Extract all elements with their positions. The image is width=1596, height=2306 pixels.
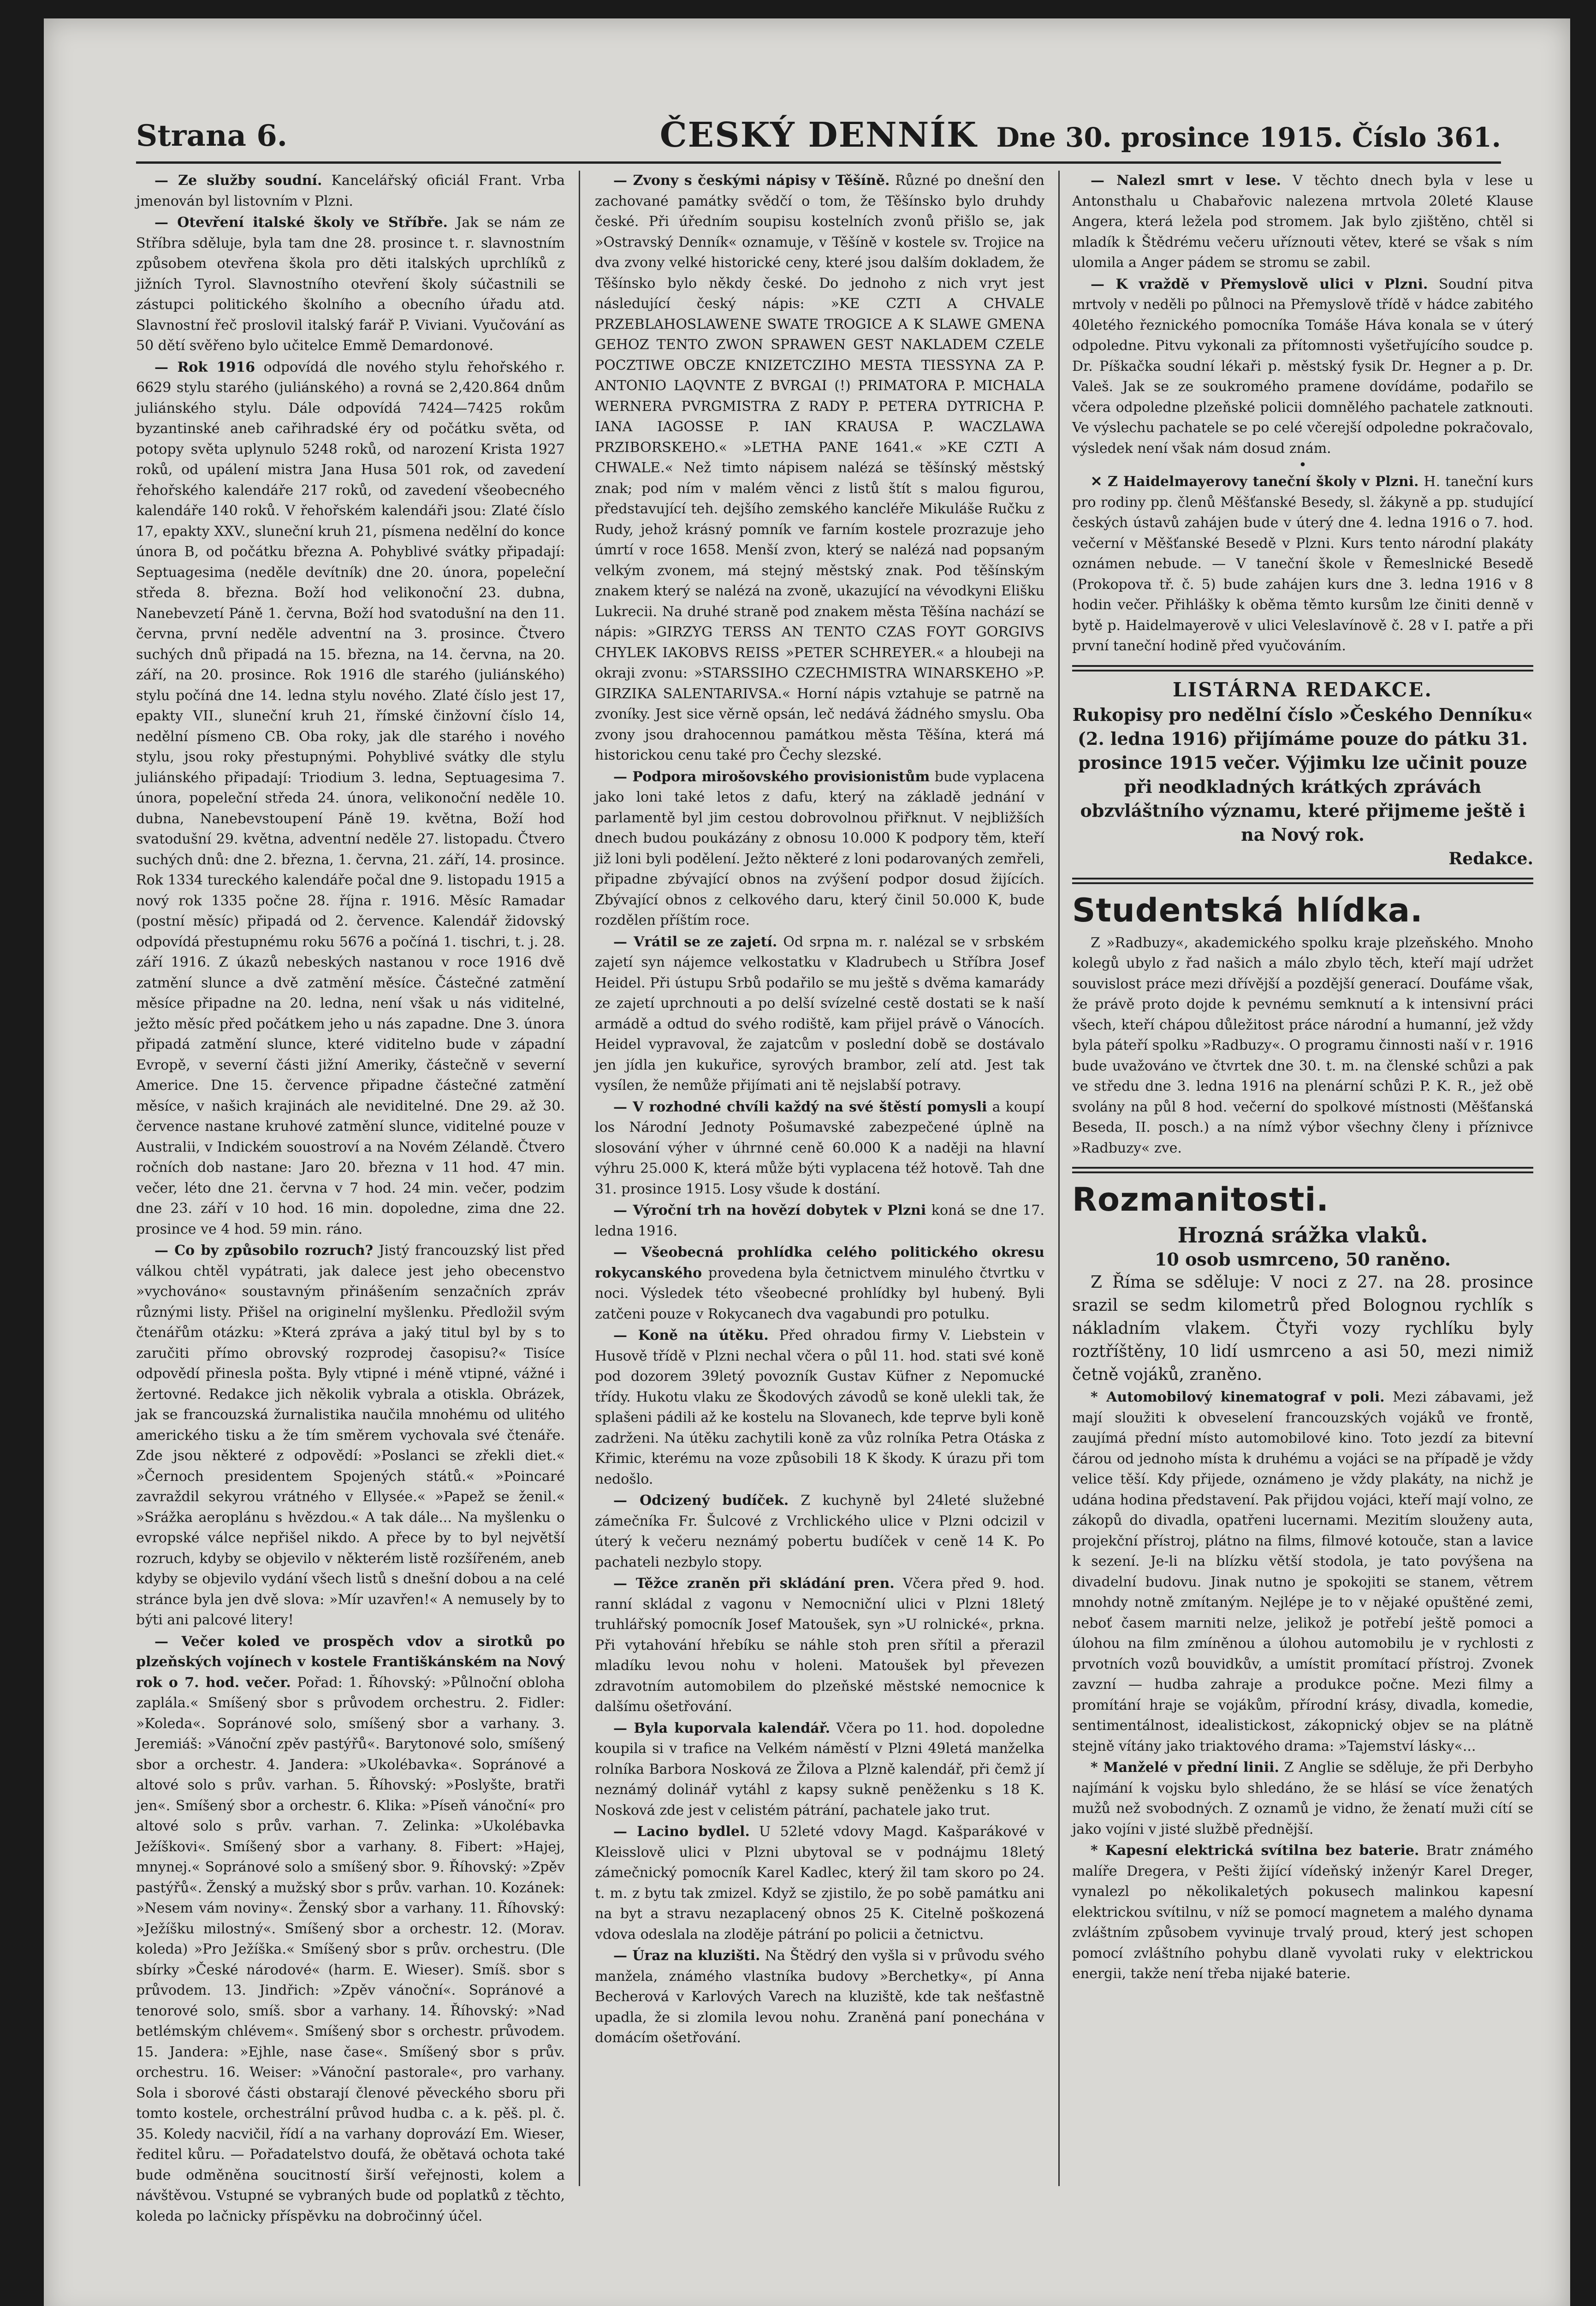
article: — Výroční trh na hovězí dobytek v Plzni koná se dne 17. ledna 1916.: [595, 1202, 1044, 1239]
article: * Manželé v přední linii. Z Anglie se sděluje, že při Derbyho najímání k vojsku bylo shledáno, že se hlásí se více ženatých mužů než svobodných. Z oznamů je vidno, že ženatí muži cítí se jako vojíni v jisté službě přednější.: [1072, 1759, 1534, 1837]
article: — Těžce zraněn při skládání pren. Včera před 9. hod. ranní skládal z vagonu v Nemocniční ulici v Plzni 18letý truhlářský pomocník Josef Matoušek, syn »U rolnické«, prkna. Při vytahování hřebíku se náhle stoh pren sřítil a přerazil mladíku levou nohu v holeni. Matoušek byl převezen zdravotním automobilem do plzeňské městské nemocnice k dalšímu ošetřování.: [595, 1575, 1045, 1715]
page-header: [136, 106, 1501, 164]
listarna-body: Rukopisy pro nedělní číslo »Českého Denníku« (2. ledna 1916) přijímáme pouze do pátku 31. prosince 1915 večer. Výjimku lze učinit pouze při neodkladných krátkých zprávách obzvláštního významu, které přijmeme ještě i na Nový rok.: [1072, 704, 1533, 845]
article: — Ze služby soudní. Kancelářský oficiál Frant. Vrba jmenován byl listovním v Plzni.: [136, 172, 565, 209]
article: — Rok 1916 odpovídá dle nového stylu řehořského r. 6629 stylu starého (juliánského) a rovná se 2,420.864 dnům juliánského stylu. Dále odpovídá 7424—7425 rokům byzantinské aneb cařihradské éry od počátku světa, od potopy světa uplynulo 5248 roků, od narození Krista 1927 roků, od upálení mistra Jana Husa 501 rok, od zavedení řehořského kalendáře 217 roků, od zavedení všeobecného kalendáře 140 roků. V řehořském kalendáři jsou: Zlaté číslo 17, epakty XXV., sluneční kruh 21, písmena nedělní do konce února B, od počátku března A. Pohyblivé svátky připadají: Septuagesima (neděle devítník) dne 20. února, popeleční středa 8. března. Boží hod velikonoční 23. dubna, Nanebevzetí Páně 1. června, Boží hod svatodušní na den 11. června, první neděle adventní na 3. prosince. Čtvero suchých dnů připadá na 15. března, na 14. června, na 20. září, na 20. prosince. Rok 1916 dle starého (juliánského) stylu počíná dne 14. ledna stylu nového. Zlaté číslo jest 17, epakty VII., sluneční kruh 21, římské činžovní číslo 14, nedělní písmeno CB. Oba roky, jak dle starého i nového stylu, jsou roky přestupnými. Pohyblivé svátky dle stylu juliánského připadají: Triodium 3. ledna, Septuagesima 7. února, popeleční středa 24. února, velikonoční neděle 10. dubna, Nanebevstoupení Páně 19. května, Boží hod svatodušní 29. května, adventní neděle 27. listopadu. Čtvero suchých dnů: dne 2. března, 1. června, 21. září, 14. prosince. Rok 1334 tureckého kalendáře počal dne 9. listopadu 1915 a nový rok 1335 počne 28. října r. 1916. Měsíc Ramadar (postní měsíc) připadá od 2. července. Kalendář židovský odpovídá přestupnému roku 5676 a počíná 1. tischri, t. j. 28. září 1916. Z úkazů nebeských nastanou v roce 1916 dvě zatmění slunce a dvě zatmění měsíce. Částečné zatmění měsíce připadne na 20. ledna, není však u nás viditelné, ježto měsíc před počátkem jeho u nás zapadne. Dne 3. února připadá zatmění slunce, které viditelno bude v západní Evropě, v severní části jižní Ameriky, částečně v severní Americe. Dne 15. července připadne částečné zatmění měsíce, v našich krajinách ale neviditelné. Dne 29. až 30. července nastane kruhové zatmění slunce, viditelné pouze v Australii, v Indickém souostroví a na Novém Zélandě. Čtvero ročních dob nastane: Jaro 20. března v 11 hod. 47 min. večer, léto dne 21. června v 7 hod. 24 min. večer, podzim dne 23. září v 10 hod. 16 min. dopoledne, zima dne 22. prosince ve 4 hod. 59 min. ráno.: [136, 359, 565, 1237]
issue-date: Dne 30. prosince 1915. Číslo 361.: [996, 122, 1501, 153]
column-2: [595, 171, 1044, 2186]
article: — Nalezl smrt v lese. V těchto dnech byla v lese u Antonsthalu u Chabařovic nalezena mrtvola 20leté Klause Angera, která ležela pod stromem. Jak bylo zjištěno, chtěl si mladík k Štědrému večeru uříznouti větev, které se však s ním ulomila a Anger pádem se stromu se zabil.: [1072, 172, 1534, 271]
section-rule: [1072, 878, 1533, 884]
column-divider: [579, 171, 580, 2186]
rozmanitosti-title: Rozmanitosti.: [1072, 1181, 1329, 1218]
article: — Byla kuporvala kalendář. Včera po 11. hod. dopoledne koupila si v trafice na Velkém náměstí v Plzni 49letá manželka rolníka Barbora Nosková ze Žilova a Plzně kalendář, při čemž jí neznámý dolinář vytáhl z kapsy sukně peněženku s 18 K. Nosková zde jest v celistém pátrání, pachatele jako trut.: [595, 1720, 1044, 1819]
article: ✕ Z Haidelmayerovy taneční školy v Plzni. H. taneční kurs pro rodiny pp. členů Měšťanské Besedy, sl. žákyně a pp. studující českých ústavů zahájen bude v úterý dne 4. ledna 1916 o 7. hod. večerní v Měšťanské Besedě v Plzni. Kurs tento národní plakáty oznámen nebude. — V taneční škole v Řemeslnické Besedě (Prokopova tř. č. 5) bude zahájen kurs dne 3. ledna 1916 v 8 hodin večer. Přihlášky k oběma těmto kursům lze činiti denně v bytě p. Haidelmayerově v ulici Veleslavínově č. 28 v I. patře a při první taneční hodině před vyučováním.: [1072, 474, 1533, 654]
article: — Zvony s českými nápisy v Těšíně. Různé po dnešní den zachované památky svědčí o tom, že Těšínsko bylo druhdy české. Při úředním soupisu kostelních zvonů přišlo se, jak »Ostravský Denník« oznamuje, v Těšíně v kostele sv. Trojice na dva zvony velké historické ceny, které jsou dalším dokladem, že Těšínsko bylo někdy české. Do jednoho z nich vryt jest následující český nápis: »KE CZTI A CHVALE PRZEBLAHOSLAWENE SWATE TROGICE A K SLAWE GMENA GEHOZ TENTO ZWON SPRAWEN GEST NAKLADEM CZELE POCZTIWE OBCZE KNIZETCZIHO MESTA TIESSYNA ZA P. ANTONIO LAQVNTE Z BVRGAI (!) PRIMATORA P. MICHALA WERNERA PVRGMISTRA Z RADY P. PETERA DYTRICHA P. IANA IAGOSSE P. IAN KRAUSA P. WACZLAWA PRZIBORSKEHO.« »LETHA PANE 1641.« »KE CZTI A CHWALE.« Než timto nápisem nalézá se těšínský městský znak; pod ním v malém věnci z listů štít s malou figurou, představující teh. dejšího zemského kancléře Mikuláše Ručku z Rudy, jehož krásný pomník ve farním kostele prozrazuje jeho úmrtí v roce 1658. Menší zvon, který se nalézá nad popsaným velkým zvonem, má stejný městský znak. Pod těšínským znakem který se nalézá na zvoně, ukazující na vévodkyni Elišku Lukrecii. Na druhé straně pod znakem města Těšína nachází se nápis: »GIRZYG TERSS AN TENTO CZAS FOYT GORGIVS CHYLEK IAKOBVS REISS »PETER SCHREYER.« a hloubeji na okraji zvonu: »STARSSIHO CZECHMISTRA WINARSKEHO »P. GIRZIKA SALENTARIVSA.« Horní nápis vztahuje se patrně na zvoníky. Jest sice věrně opsán, leč nedává žádného smyslu. Oba zvony jsou drahocennou památkou města Těšína, která má historickou cenu také pro Čechy slezské.: [595, 172, 1044, 763]
article: — Odcizený budíček. Z kuchyně byl 24leté služebné zámečníka Fr. Šulcové z Vrchlického ulice v Plzni odcizil v úterý k večeru neznámý pobertu budíček v ceně 14 K. Po pachateli nezbylo stopy.: [595, 1492, 1044, 1570]
article: Z »Radbuzy«, akademického spolku kraje plzeňského. Mnoho kolegů ubylo z řad našich a málo zbylo těch, kteří mají udržet souvislost práce mezi dřívější a pozdější generací. Doufáme však, že právě proto dojde k pevnému semknutí a k intensivní práci všech, kteří chápou důležitost práce národní a humanní, jež vždy byla páteří spolku »Radbuzy«. O programu činnosti naší v r. 1916 bude uvažováno ve čtvrtek dne 30. t. m. na členské schůzi a pak ve středu dne 3. ledna 1916 na plenární schůzi P. K. R., jež obě svolány na půl 8 hod. večerní do spolkové místnosti (Měšťanská Beseda, II. posch.) a na nímž výbor všechny členy i příznivce »Radbuzy« zve.: [1072, 934, 1533, 1156]
article: — Úraz na kluzišti. Na Štědrý den vyšla si v průvodu svého manžela, známého vlastníka budovy »Berchetky«, pí Anna Becherová v Karlových Varech na kluziště, kde tak nešťastně upadla, že si zlomila levou nohu. Zraněná paní ponechána v domácím ošetřování.: [595, 1948, 1045, 2046]
newspaper-title: ČESKÝ DENNÍK: [659, 115, 978, 155]
section-rule: [1072, 665, 1533, 672]
listarna-box: [1072, 680, 1533, 869]
article: * Kapesní elektrická svítilna bez baterie. Bratr známého malíře Dregera, v Pešti žijící vídeňský inženýr Karel Dreger, vynalezl po několikaletých pokusech malinkou kapesní elektrickou svítilnu, v níž se pomocí magnetem a malého dynama zvláštním způsobem vyvinuje trvalý proud, který jest schopen pomocí zvláštního pohybu dlaně vyvolati ruky v elektrickou energii, takže není třeba nijaké baterie.: [1072, 1842, 1533, 1982]
article: — Otevření italské školy ve Stříbře. Jak se nám ze Stříbra sděluje, byla tam dne 28. prosince t. r. slavnostním způsobem otevřena škola pro děti italských uprchlíků z jižních Tyrol. Slavnostního otevření školy súčastnili se zástupci politického školního a obecního úřadu atd. Slavnostní řeč proslovil italský farář P. Viviani. Vyučování as 50 dětí svěřeno bylo učitelce Emmě Demardonové.: [136, 214, 565, 354]
article: — Koně na útěku. Před ohradou firmy V. Liebstein v Husově třídě v Plzni nechal včera o půl 11. hod. stati své koně pod dozorem 39letý povozník Gustav Küfner z Nepomucké třídy. Hukotu vlaku ze Škodových závodů se koně ulekli tak, že splašeni pádili až ke kostelu na Slovanech, kde teprve byli koně zadrženi. Na útěku zachytili koně za vůz rolníka Petra Otáska z Křimic, kterému na voze způsobili 18 K škody. K úrazu při tom nedošlo.: [595, 1327, 1044, 1487]
separator-dot: •: [1299, 457, 1307, 473]
listarna-signature: Redakce.: [1448, 849, 1533, 868]
article: — Vrátil se ze zajetí. Od srpna m. r. nalézal se v srbském zajetí syn nájemce velkostatku v Kladrubech u Stříbra Josef Heidel. Při ústupu Srbů podařilo se mu ještě s dvěma kamarády ze zajetí uprchnouti a po delší svízelné cestě dostati se k naší armádě a odtud do svého rodiště, kam přijel právě o Vánocích. Heidel vypravoval, že zajatcům v poslední době se dostávalo jen jídla jen kukuřice, syrových brambor, zelí atd. Jest tak vysílen, že nemůže přijímati ani tě nejslabší potravy.: [595, 933, 1044, 1094]
article: — Večer koled ve prospěch vdov a sirotků po plzeňských vojínech v kostele Františkánském na Nový rok o 7. hod. večer. Pořad: 1. Říhovský: »Půlnoční obloha zaplála.« Smíšený sbor s průvodem orchestru. 2. Fidler: »Koleda«. Sopránové solo, smíšený sbor a varhany. 3. Jeremiáš: »Vánoční zpěv pastýřů«. Barytonové solo, smíšený sbor a orchestr. 4. Jandera: »Ukolébavka«. Sopránové a altové solo s prův. varhan. 5. Říhovský: »Poslyšte, bratři jen«. Smíšený sbor a orchestr. 6. Klika: »Píseň vánoční« pro altové solo s prův. varhan. 7. Zelinka: »Ukolébavka Ježíškovi«. Smíšený sbor a varhany. 8. Fibert: »Hajej, mnynej.« Sopránové solo a smíšený sbor. 9. Říhovský: »Zpěv pastýřů«. Ženský a mužský sbor s prův. varhan. 10. Kozánek: »Nesem vám noviny«. Ženský sbor a varhany. 11. Říhovský: »Ježíšku milostný«. Smíšený sbor a orchestr. 12. (Morav. koleda) »Pro Ježíška.« Smíšený sbor s prův. orchestru. (Dle sbírky »České národové« (harm. E. Wieser). Smíš. sbor s průvodem. 13. Jindřich: »Zpěv vánoční«. Sopránové a tenorové solo, smíš. sbor a varhany. 14. Říhovský: »Nad betlémským chlévem«. Smíšený sbor s orchestr. průvodem. 15. Jandera: »Ejhle, nase čase«. Smíšený sbor s prův. orchestru. 16. Weiser: »Vánoční pastorale«, pro varhany. Sola i sborové části obstarají členové pěveckého sboru při tomto kostele, orchestrální průvod hudba c. a k. pěš. pl. č. 35. Koledy nacvičil, řídí a na varhany doprovází Em. Wieser, ředitel kůru. — Pořadatelstvo doufá, že obětavá ochota také bude odměněna soucitností širší veřejnosti, kolem a návštěvou. Vstupné se vybraných bude od poplatků z těchto, koleda po lačnicky příspěvku na dobročinný účel.: [136, 1633, 565, 2224]
article: — V rozhodné chvíli každý na své štěstí pomysli a koupí los Národní Jednoty Pošumavské zabezpečené úplně na slosování výher v úhrnné ceně 60.000 K a naději na hlavní výhru 25.000 K, která může býti vyplacena též hotově. Tah dne 31. prosince 1915. Losy všude k dostání.: [595, 1099, 1044, 1197]
article-headline: Hrozná srážka vlaků.: [1177, 1223, 1428, 1248]
newspaper-page: [44, 18, 1570, 2306]
column-divider: [1058, 171, 1060, 2186]
article: * Automobilový kinematograf v poli. Mezi zábavami, jež mají sloužiti k obveselení francouzských vojáků ve frontě, zaujímá přední místo automobilové kino. Toto jezdí za bitevní čárou od jednoho místa k druhému a vojáci se na případě je vždy velice těší. Kdy přijede, oznámeno je vždy plakáty, na nichž je udána hodina představení. Pak přijdou vojáci, kteří mají volno, ze zákopů do divadla, opatřeni lucernami. Mezitím slouženy auta, projekční přístroj, plátno na films, filmové kotouče, stan a lavice k sezení. Je-li na blízku větší stodola, je tato povýšena na divadelní budovu. Jinak nutno je spokojiti se stanem, větrem mnohdy notně zmítaným. Nejlépe je to v nějaké opuštěné zemi, neboť časem marniti nelze, jelikož je potřebí ještě pomoci a úlohou na film zmíněnou a úlohou automobilu je v rychlosti z prvotních vozů bouvidkův, a umístit promítací přístroj. Zvonek zavzní — hudba zahraje a produkce počne. Mezi filmy a promítání hraje se vojákům, přírodní krásy, divadla, komedie, sentimentálnost, idealistickost, zákopnický objev se na plátně stejně vítány jako triaktového drama: »Tajemství lásky«...: [1072, 1389, 1533, 1754]
article: — Co by způsobilo rozruch? Jistý francouzský list před válkou chtěl vypátrati, jak dalece jest jeho obecenstvo »vychováno« soustavným přinášením senzačních zpráv různými listy. Přišel na originelní myšlenku. Předložil svým čtenářům otázku: »Která zpráva a jaký titul byl by s to zaručiti přímo obrovský rozprodej časopisu?« Tisíce odpovědí přinesla pošta. Byly vtipné i méně vtipné, vážné i žertovné. Redakce jich několik vybrala a otiskla. Obrázek, jak se francouzská žurnalistika naučila mnohému od ulitého amerického tisku a že tím směrem vychovala své čtenáře. Zde jsou některé z odpovědí: »Poslanci se zřekli diet.« »Černoch presidentem Spojených států.« »Poincaré zavraždil sekyrou vrátného v Ellysée.« »Papež se ženil.« »Srážka aeroplánu s hvězdou.« A tak dále... Na myšlenku o evropské válce nepřišel nikdo. A přece by to byl největší rozruch, kdyby se objevilo v některém listě rozšířeném, aneb kdyby se objevilo vydání všech listů s dnešní dobou a na celé stránce byla jen dvě slova: »Mír uzavřen!« A nemusely by to býti ani palcové litery!: [136, 1242, 565, 1628]
article: — Všeobecná prohlídka celého politického okresu rokycanského provedena byla četnictvem minulého čtvrtku v noci. Výsledek této všeobecné prohlídky byl hubený. Byli zatčeni pouze v Rokycanech dva vagabundi pro potulku.: [595, 1244, 1044, 1322]
article: — Lacino bydlel. U 52leté vdovy Magd. Kašparákové v Kleisslově ulici v Plzni ubytoval se v podnájmu 18letý zámečnický pomocník Karel Kadlec, který žil tam skoro po 24. t. m. z bytu tak zmizel. Když se zjistilo, že po sobě památku ani na byt a stravu nezaplacený obnos 25 K. Citelně poškozená vdova odeslala na zloděje pátrání po policii a četnictvu.: [595, 1824, 1045, 1943]
page-number: Strana 6.: [136, 119, 288, 153]
column-1: [136, 171, 565, 2224]
studentska-title: Studentská hlídka.: [1072, 891, 1423, 929]
article-lead: Z Říma se sděluje: V noci z 27. na 28. prosince srazil se sedm kilometrů před Bolognou rychlík s nákladním vlakem. Čtyři vozy rychlíku byly roztříštěny, 10 lidí usmrceno a asi 50, mezi nimiž četně vojáků, zraněno.: [1072, 1273, 1533, 1384]
article: — K vraždě v Přemyslově ulici v Plzni. Soudní pitva mrtvoly v neděli po půlnoci na Přemyslově třídě v hádce zabitého 40letého řeznického pomocníka Tomáše Háva konala se v úterý odpoledne. Pitvu vykonali za přítomnosti vyšetřujícího soudce p. Dr. Píškačka soudní lékaři p. městský fysik Dr. Hegner a p. Dr. Valeš. Jak se ze soukromého pramene dovídáme, podařilo se včera odpoledne plzeňské policii domnělého pachatele zatknouti. Ve výslechu pachatele se po celé včerejší odpoledne pokračovalo, výsledek není však nám dosud znám.: [1072, 276, 1533, 457]
article-subhead: 10 osob usmrceno, 50 raněno.: [1154, 1249, 1451, 1270]
article: — Podpora mirošovského provisionistům bude vyplacena jako loni také letos z dafu, který na základě jednání v parlamentě byl jim cestou dobrovolnou přiřknut. V nejbližších dnech budou poukázány z obnosu 10.000 K podpory těm, kteří již loni byli podělení. Ježto některé z loni podarovaných zemřeli, připadne zbývající obnos na zvýšení podpor dosud žijících. Zbývající obnos z celkového daru, který činil 50.000 K, bude rozdělen příštím roce.: [595, 768, 1044, 928]
listarna-title: LISTÁRNA REDAKCE.: [1173, 678, 1433, 701]
section-rule: [1072, 1167, 1533, 1173]
column-3: [1072, 171, 1533, 2186]
